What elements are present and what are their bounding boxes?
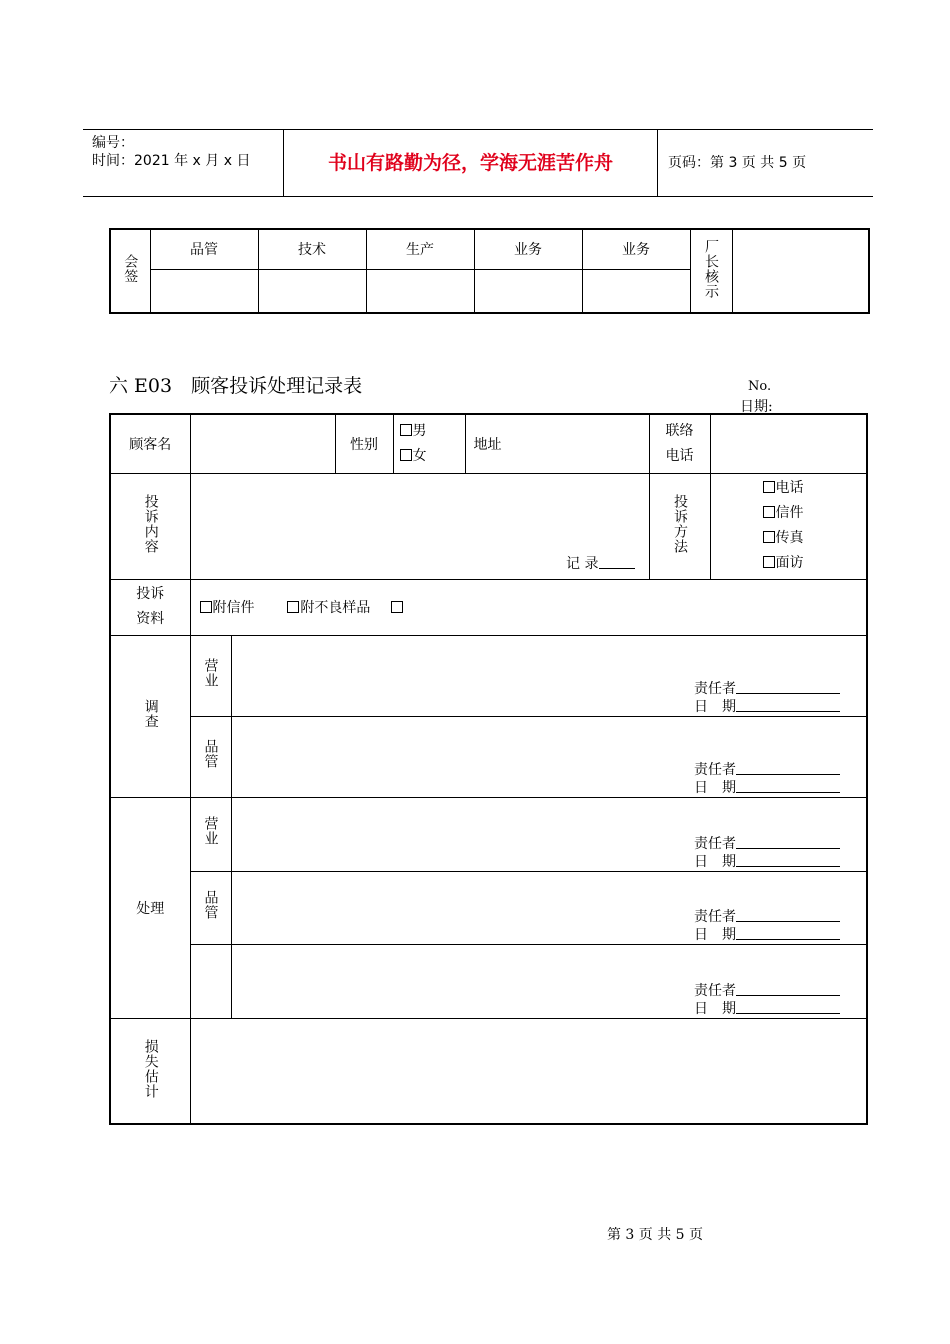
signoff-cell-production[interactable] [366, 269, 474, 313]
address-cell[interactable] [465, 414, 649, 473]
gender-options [393, 414, 465, 473]
signature-block: 责任者 日 期 [694, 761, 840, 797]
materials-label: 投诉 资料 [110, 579, 190, 635]
signature-block: 责任者 日 期 [694, 982, 840, 1018]
contact-input[interactable] [710, 414, 867, 473]
signoff-table [109, 228, 870, 314]
checkbox-phone[interactable] [763, 481, 775, 493]
signoff-col-business-1: 业务 [474, 229, 582, 269]
handling-label: 处理 [110, 797, 190, 1018]
date-label: 日期: [740, 399, 773, 415]
time-label: 时间：2021 年 x 月 x 日 [92, 153, 251, 169]
investigation-qc-input[interactable] [231, 716, 867, 797]
checkbox-visit[interactable] [763, 556, 775, 568]
complaint-content-label: 投诉内容 [110, 473, 190, 579]
checkbox-attach-sample[interactable] [287, 601, 299, 613]
signature-block: 责任者 日 期 [694, 908, 840, 944]
header-motto: 书山有路勤为径，学海无涯苦作舟 [284, 130, 658, 196]
page-header [83, 129, 873, 197]
signoff-col-tech: 技术 [258, 229, 366, 269]
investigation-sales-input[interactable] [231, 635, 867, 716]
no-label: No. [748, 379, 772, 394]
checkbox-fax[interactable] [763, 531, 775, 543]
signoff-col-qc: 品管 [150, 229, 258, 269]
customer-label: 顾客名 [110, 414, 190, 473]
checkbox-letter[interactable] [763, 506, 775, 518]
complaint-method-options: 电话 信件 传真 面访 [710, 473, 867, 579]
gender-female-label: 女 [412, 447, 427, 464]
checkbox-female[interactable] [400, 449, 412, 461]
signoff-row-label: 会签 [110, 229, 150, 313]
customer-input[interactable] [190, 414, 335, 473]
loss-estimate-label: 损失估计 [110, 1018, 190, 1124]
signature-block: 责任者 日 期 [694, 680, 840, 716]
investigation-qc-label: 品管 [190, 716, 231, 797]
director-sign-cell[interactable] [732, 229, 869, 313]
complaint-method-label: 投诉方法 [649, 473, 710, 579]
page-footer: 第 3 页 共 5 页 [606, 1227, 704, 1243]
signoff-col-production: 生产 [366, 229, 474, 269]
handling-other-label [190, 944, 231, 1018]
handling-other-input[interactable] [231, 944, 867, 1018]
signoff-col-business-2: 业务 [582, 229, 690, 269]
handling-sales-label: 营业 [190, 797, 231, 871]
address-label: 地址 [473, 436, 502, 453]
checkbox-male[interactable] [400, 424, 412, 436]
form-title: 六 E03 顾客投诉处理记录表 [109, 375, 363, 397]
record-field: 记 录 [566, 553, 634, 573]
signoff-cell-business-1[interactable] [474, 269, 582, 313]
signoff-cell-tech[interactable] [258, 269, 366, 313]
handling-qc-label: 品管 [190, 871, 231, 944]
number-label: 编号： [92, 135, 134, 151]
header-meta [83, 130, 284, 196]
gender-male-label: 男 [412, 422, 427, 439]
header-page: 页码：第 3 页 共 5 页 [668, 155, 807, 171]
signature-block: 责任者 日 期 [694, 835, 840, 871]
investigation-sales-label: 营业 [190, 635, 231, 716]
materials-options: 附信件 附不良样品 [190, 579, 867, 635]
handling-qc-input[interactable] [231, 871, 867, 944]
investigation-label: 调查 [110, 635, 190, 797]
loss-estimate-input[interactable] [190, 1018, 867, 1124]
signoff-cell-qc[interactable] [150, 269, 258, 313]
director-label: 厂长核示 [690, 229, 732, 313]
signoff-cell-business-2[interactable] [582, 269, 690, 313]
checkbox-attach-letter[interactable] [200, 601, 212, 613]
complaint-content-input[interactable] [190, 473, 649, 579]
complaint-form [109, 413, 868, 1125]
contact-label: 联络 电话 [649, 414, 710, 473]
handling-sales-input[interactable] [231, 797, 867, 871]
checkbox-other[interactable] [391, 601, 403, 613]
gender-label: 性别 [335, 414, 393, 473]
